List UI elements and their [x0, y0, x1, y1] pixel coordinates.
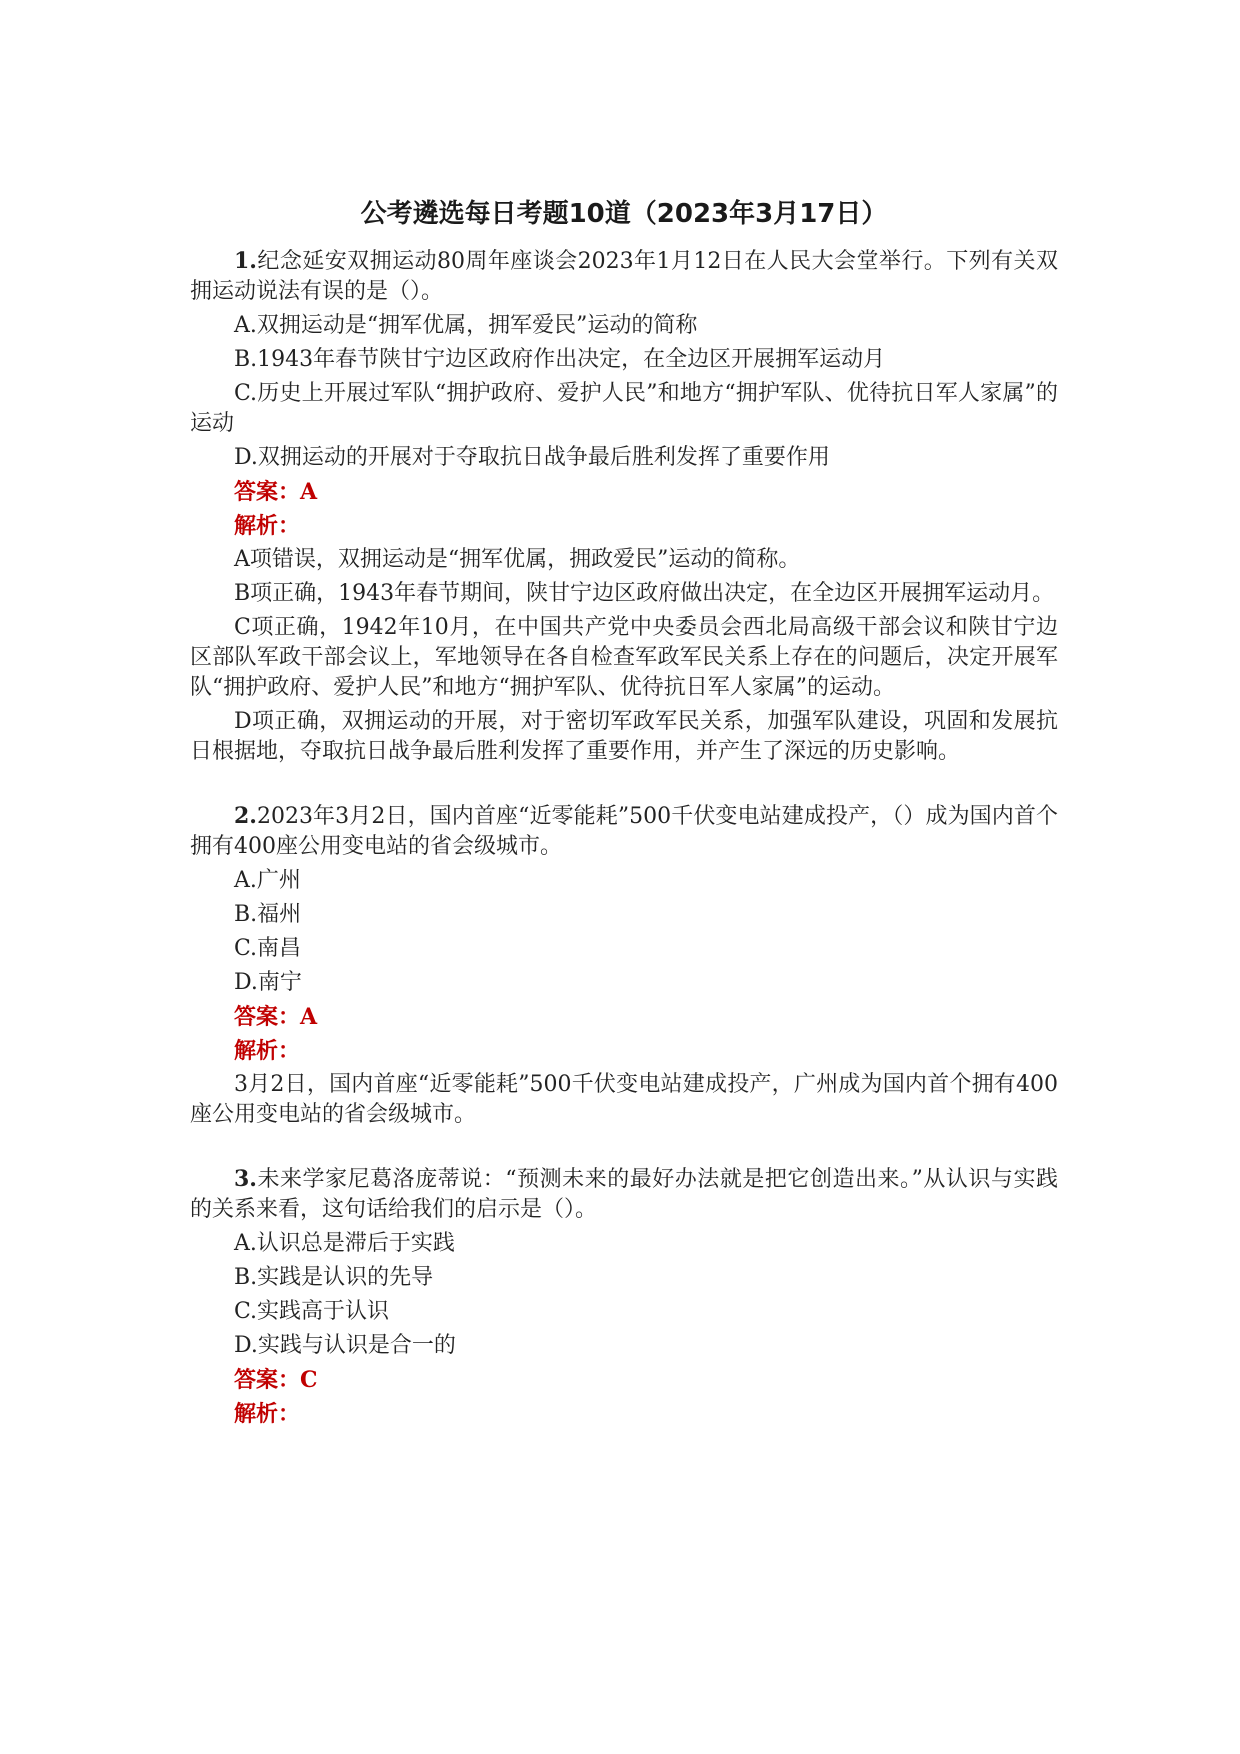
analysis-paragraph: C项正确，1942年10月，在中国共产党中央委员会西北局高级干部会议和陕甘宁边区部队军政干部会议上，军地领导在各自检查军政军民关系上存在的问题后，决定开展军队“拥护政府、爱护人民”和地方“拥护军队、优待抗日军人家属”的运动。	[190, 615, 1058, 700]
question-stem: 1.纪念延安双拥运动80周年座谈会2023年1月12日在人民大会堂举行。下列有关双拥运动说法有误的是（）。	[190, 248, 1058, 304]
answer-value: A	[300, 1004, 318, 1030]
option: D.实践与认识是合一的	[234, 1333, 456, 1358]
question-block	[190, 801, 1058, 1130]
answer-value: A	[300, 479, 318, 505]
spacer	[190, 771, 1058, 801]
option: D.双拥运动的开展对于夺取抗日战争最后胜利发挥了重要作用	[234, 445, 830, 470]
answer-line: 答案：A	[234, 479, 318, 505]
option: D.南宁	[234, 970, 302, 995]
question-stem: 2.2023年3月2日，国内首座“近零能耗”500千伏变电站建成投产，（）成为国内首个拥有400座公用变电站的省会级城市。	[190, 803, 1058, 859]
analysis-label: 解析：	[234, 1401, 301, 1427]
option: B.实践是认识的先导	[234, 1265, 434, 1290]
option: A.广州	[234, 868, 301, 893]
answer-line: 答案：A	[234, 1004, 318, 1030]
question-number: 1.	[234, 248, 257, 274]
option: A.双拥运动是“拥军优属，拥军爱民”运动的简称	[234, 313, 698, 338]
option: C.南昌	[234, 936, 302, 961]
spacer	[190, 1134, 1058, 1164]
option: B.福州	[234, 902, 302, 927]
question-block	[190, 246, 1058, 767]
analysis-paragraph: B项正确，1943年春节期间，陕甘宁边区政府做出决定，在全边区开展拥军运动月。	[234, 581, 1055, 606]
option: B.1943年春节陕甘宁边区政府作出决定，在全边区开展拥军运动月	[234, 347, 886, 372]
option: A.认识总是滞后于实践	[234, 1231, 455, 1256]
question-number: 2.	[234, 803, 257, 829]
analysis-label: 解析：	[234, 1038, 301, 1064]
option: C.历史上开展过军队“拥护政府、爱护人民”和地方“拥护军队、优待抗日军人家属”的运动	[190, 381, 1058, 436]
analysis-paragraph: 3月2日，国内首座“近零能耗”500千伏变电站建成投产，广州成为国内首个拥有400座公用变电站的省会级城市。	[190, 1072, 1058, 1127]
analysis-paragraph: A项错误，双拥运动是“拥军优属，拥政爱民”运动的简称。	[234, 547, 801, 572]
question-number: 3.	[234, 1166, 257, 1192]
document-title: 公考遴选每日考题10道（2023年3月17日）	[360, 199, 888, 229]
analysis-label: 解析：	[234, 513, 301, 539]
answer-line: 答案：C	[234, 1367, 318, 1393]
option: C.实践高于认识	[234, 1299, 390, 1324]
question-block	[190, 1164, 1058, 1429]
question-stem: 3.未来学家尼葛洛庞蒂说：“预测未来的最好办法就是把它创造出来。”从认识与实践的关系来看，这句话给我们的启示是（）。	[190, 1166, 1058, 1222]
document-page	[190, 196, 1058, 1433]
analysis-paragraph: D项正确，双拥运动的开展，对于密切军政军民关系，加强军队建设，巩固和发展抗日根据地，夺取抗日战争最后胜利发挥了重要作用，并产生了深远的历史影响。	[190, 709, 1058, 764]
answer-value: C	[300, 1367, 318, 1393]
